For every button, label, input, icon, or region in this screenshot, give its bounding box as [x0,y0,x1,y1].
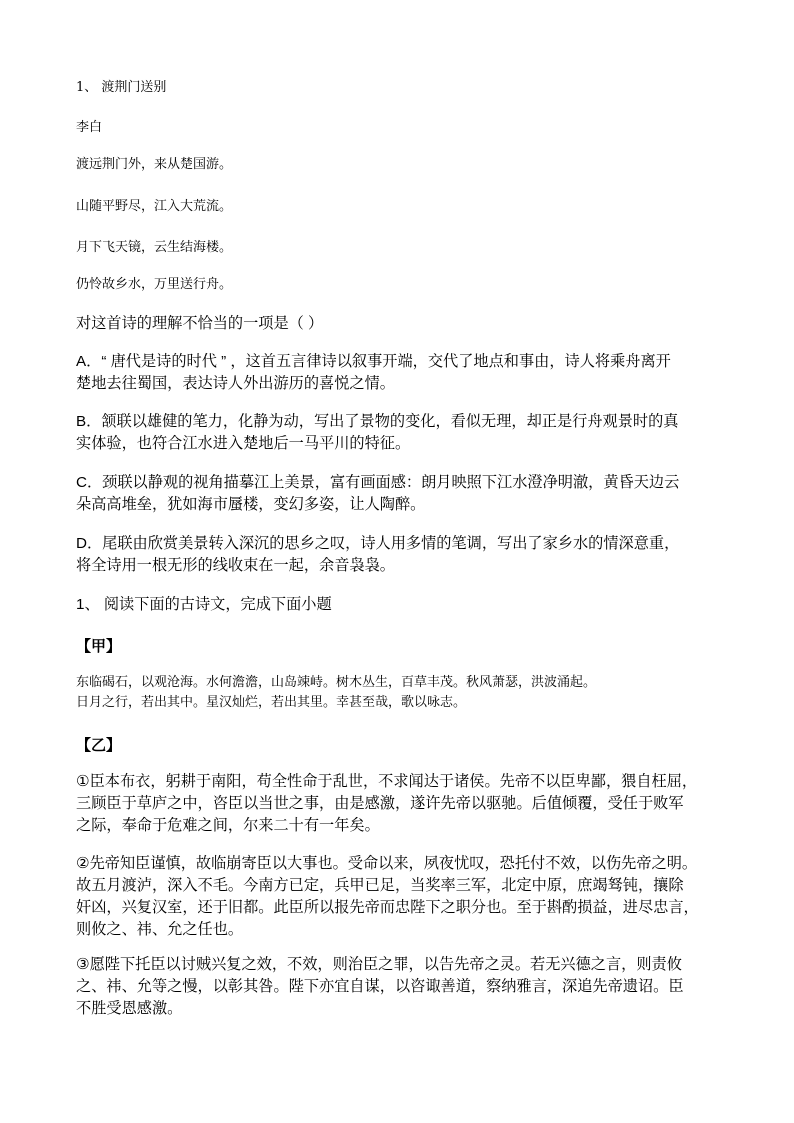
jia-text [76,673,726,713]
option-b-line-1: B．颔联以雄健的笔力，化静为动，写出了景物的变化，看似无理，却正是行舟观景时的真 [76,413,679,430]
poem-heading: 1、 渡荆门送别 [76,80,167,95]
yi-paragraph-2 [76,853,726,941]
option-c [76,472,726,516]
yi-paragraph-1 [76,771,726,837]
option-b-line-2: 实体验，也符合江水进入楚地后一马平川的特征。 [76,435,411,452]
option-b [76,411,726,455]
yi-p3-line-3: 不胜受恩感激。 [76,1000,183,1017]
yi-p3-line-1: ③愿陛下托臣以讨贼兴复之效，不效，则治臣之罪，以告先帝之灵。若无兴德之言，则责攸 [76,956,682,973]
poem-line-2: 山随平野尽，江入大荒流。 [76,199,233,214]
yi-p2-line-3: 奸凶，兴复汉室，还于旧都。此臣所以报先帝而忠陛下之职分也。至于斟酌损益，进尽忠言， [76,899,699,916]
yi-paragraph-3 [76,954,726,1020]
option-a-line-1: A．“ 唐代是诗的时代 ” ，这首五言律诗以叙事开端，交代了地点和事由，诗人将乘舟离开 [76,353,671,370]
yi-p2-line-4: 则攸之、祎、允之任也。 [76,921,244,938]
option-d-line-2: 将全诗用一根无形的线收束在一起，余音袅袅。 [76,557,395,574]
yi-p3-line-2: 之、祎、允等之慢，以彰其咎。陛下亦宜自谋，以咨诹善道，察纳雅言，深追先帝遗诏。臣 [76,978,684,995]
poem-line-3: 月下飞天镜，云生结海楼。 [76,240,233,255]
option-d [76,533,726,577]
yi-p1-line-1: ①臣本布衣，躬耕于南阳，苟全性命于乱世，不求闻达于诸侯。先帝不以臣卑鄙，猥自枉屈， [76,773,698,790]
reading-instruction: 1、 阅读下面的古诗文，完成下面小题 [76,596,332,613]
option-d-line-1: D．尾联由欣赏美景转入深沉的思乡之叹，诗人用多情的笔调，写出了家乡水的情深意重， [76,535,680,552]
jia-line-1: 东临碣石，以观沧海。水何澹澹，山岛竦峙。树木丛生，百草丰茂。秋风萧瑟，洪波涌起。 [76,675,597,690]
option-c-line-1: C．颈联以静观的视角描摹江上美景，富有画面感：朗月映照下江水澄净明澈，黄昏天边云 [76,474,680,491]
poem-author: 李白 [76,120,103,135]
yi-p2-line-2: 故五月渡泸，深入不毛。今南方已定，兵甲已足，当奖率三军，北定中原，庶竭驽钝，攘除 [76,877,684,894]
option-a [76,351,726,395]
poem-line-4: 仍怜故乡水，万里送行舟。 [76,277,233,292]
yi-p1-line-2: 三顾臣于草庐之中，咨臣以当世之事，由是感激，遂许先帝以驱驰。后值倾覆，受任于败军 [76,795,684,812]
question-stem: 对这首诗的理解不恰当的一项是（ ） [76,315,324,332]
yi-p2-line-1: ②先帝知臣谨慎，故临崩寄臣以大事也。受命以来，夙夜忧叹，恐托付不效，以伤先帝之明。 [76,855,698,872]
jia-label: 【甲】 [76,637,122,655]
yi-p1-line-3: 之际，奉命于危难之间，尔来二十有一年矣。 [76,817,380,834]
option-c-line-2: 朵高高堆垒，犹如海市蜃楼，变幻多姿，让人陶醉。 [76,496,426,513]
option-a-line-2: 楚地去往蜀国，表达诗人外出游历的喜悦之情。 [76,375,395,392]
jia-line-2: 日月之行，若出其中。星汉灿烂，若出其里。幸甚至哉，歌以咏志。 [76,695,467,710]
yi-label: 【乙】 [76,736,122,754]
poem-line-1: 渡远荆门外，来从楚国游。 [76,157,233,172]
